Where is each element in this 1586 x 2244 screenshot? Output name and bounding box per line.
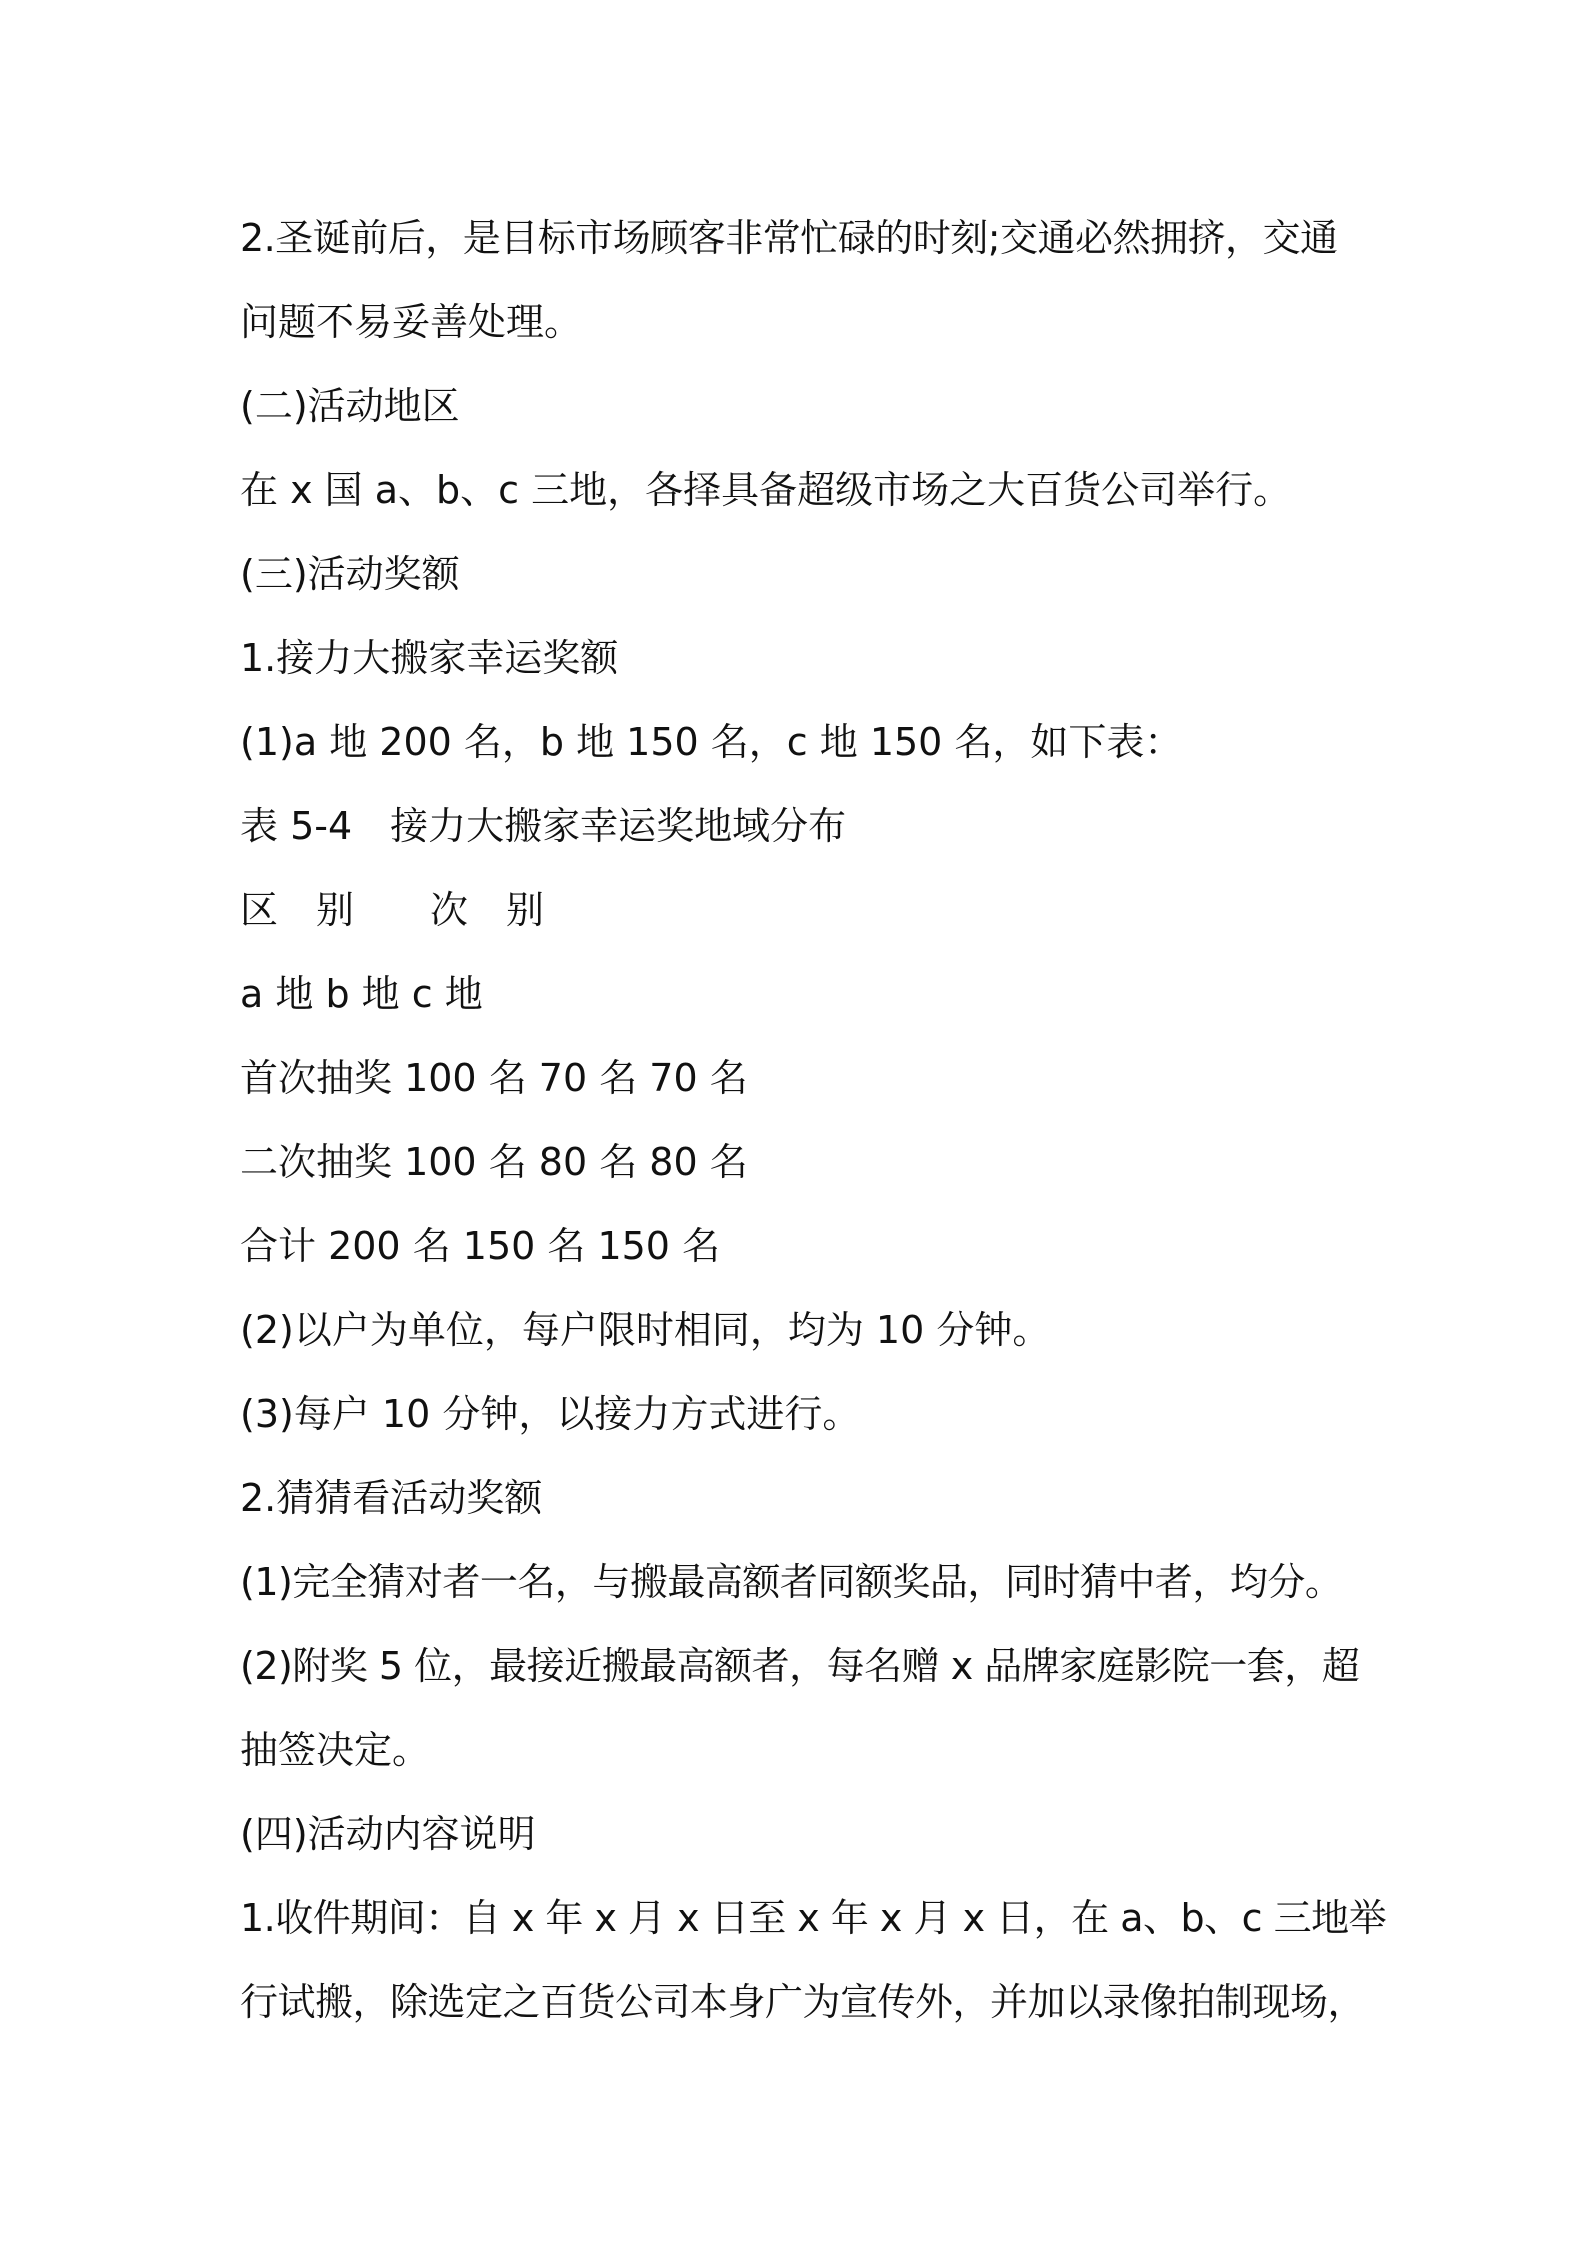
text-line-21: 1.收件期间：自 x 年 x 月 x 日至 x 年 x 月 x 日，在 a、b、c 三地举 <box>240 1896 1387 1940</box>
text-line-22: 行试搬，除选定之百货公司本身广为宣传外，并加以录像拍制现场， <box>240 1980 1366 2024</box>
text-line-7: (1)a 地 200 名，b 地 150 名，c 地 150 名，如下表： <box>240 720 1183 764</box>
table-region-row: a 地 b 地 c 地 <box>240 972 483 1016</box>
section-heading-activity-awards: (三)活动奖额 <box>240 552 460 596</box>
text-line-19: 抽签决定。 <box>240 1728 431 1772</box>
text-line-2: 问题不易妥善处理。 <box>240 300 583 344</box>
table-total-row: 合计 200 名 150 名 150 名 <box>240 1224 721 1268</box>
table-first-draw-row: 首次抽奖 100 名 70 名 70 名 <box>240 1056 748 1100</box>
text-line-4: 在 x 国 a、b、c 三地，各择具备超级市场之大百货公司举行。 <box>240 468 1292 512</box>
table-second-draw-row: 二次抽奖 100 名 80 名 80 名 <box>240 1140 748 1184</box>
table-caption: 表 5-4 接力大搬家幸运奖地域分布 <box>240 804 847 848</box>
document-body <box>240 196 1387 2044</box>
section-heading-activity-region: (二)活动地区 <box>240 384 460 428</box>
section-heading-activity-content: (四)活动内容说明 <box>240 1812 536 1856</box>
text-line-17: (1)完全猜对者一名，与搬最高额者同额奖品，同时猜中者，均分。 <box>240 1560 1343 1604</box>
text-line-15: (3)每户 10 分钟，以接力方式进行。 <box>240 1392 861 1436</box>
subheading-guess-awards: 2.猜猜看活动奖额 <box>240 1476 543 1520</box>
text-line-18: (2)附奖 5 位，最接近搬最高额者，每名赠 x 品牌家庭影院一套，超 <box>240 1644 1360 1688</box>
subheading-relay-moving-awards: 1.接力大搬家幸运奖额 <box>240 636 619 680</box>
text-line-14: (2)以户为单位，每户限时相同，均为 10 分钟。 <box>240 1308 1051 1352</box>
table-header-row: 区 别 次 别 <box>240 888 545 932</box>
text-line-1: 2.圣诞前后，是目标市场顾客非常忙碌的时刻;交通必然拥挤，交通 <box>240 216 1338 260</box>
